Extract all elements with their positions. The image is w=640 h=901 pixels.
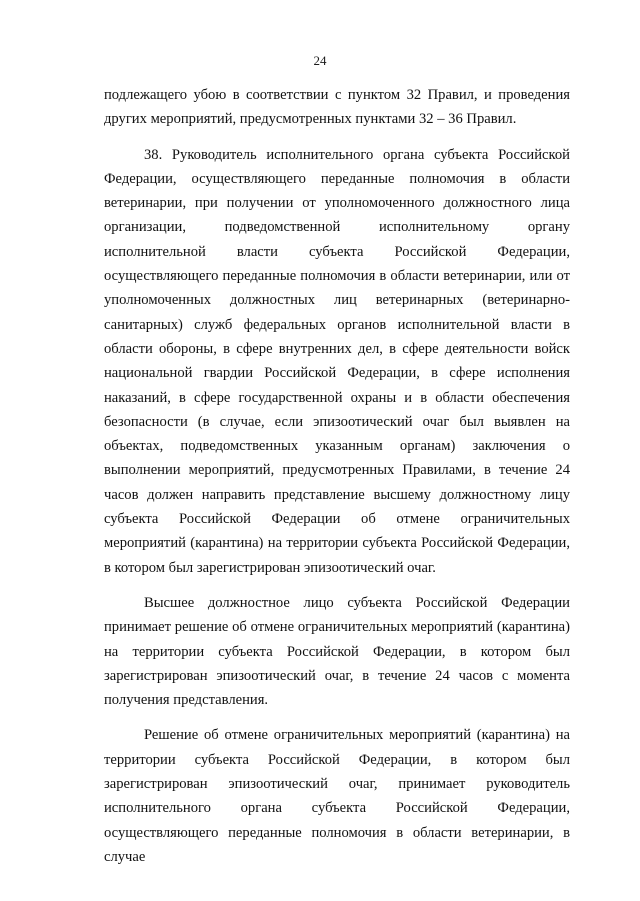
document-body	[104, 83, 570, 869]
paragraph-governor-decision: Высшее должностное лицо субъекта Российской Федерации принимает решение об отмене ограничительных мероприятий (карантина) на территории субъекта Российской Федерации, в котором был зарегистрирован эпизоотический очаг, в течение 24 часов с момента получения представления.	[104, 594, 570, 709]
paragraph-continuation: подлежащего убою в соответствии с пунктом 32 Правил, и проведения других мероприятий, предусмотренных пунктами 32 – 36 Правил.	[104, 87, 570, 128]
paragraph-executive-decision: Решение об отмене ограничительных мероприятий (карантина) на территории субъекта Российской Федерации, в котором был зарегистрирован эпизоотический очаг, принимает руководитель исполнительного органа субъекта Российской Федерации, осуществляющего переданные полномочия в области ветеринарии, в случае	[104, 727, 570, 865]
page-number: 24	[313, 53, 327, 68]
paragraph-clause-38: 38. Руководитель исполнительного органа субъекта Российской Федерации, осуществляющего переданные полномочия в области ветеринарии, при получении от уполномоченного должностного лица организации, подведомственной исполнительному органу исполнительной власти субъекта Российской Федерации, осуществляющего переданные полномочия в области ветеринарии, или от уполномоченных должностных лиц ветеринарных (ветеринарно-санитарных) служб федеральных органов исполнительной власти в области обороны, в сфере внутренних дел, в сфере деятельности войск национальной гвардии Российской Федерации, в сфере исполнения наказаний, в сфере государственной охраны и в области обеспечения безопасности (в случае, если эпизоотический очаг был выявлен на объектах, подведомственных указанным органам) заключения о выполнении мероприятий, предусмотренных Правилами, в течение 24 часов должен направить представление высшему должностному лицу субъекта Российской Федерации об отмене ограничительных мероприятий (карантина) на территории субъекта Российской Федерации, в котором был зарегистрирован эпизоотический очаг.	[104, 146, 570, 576]
